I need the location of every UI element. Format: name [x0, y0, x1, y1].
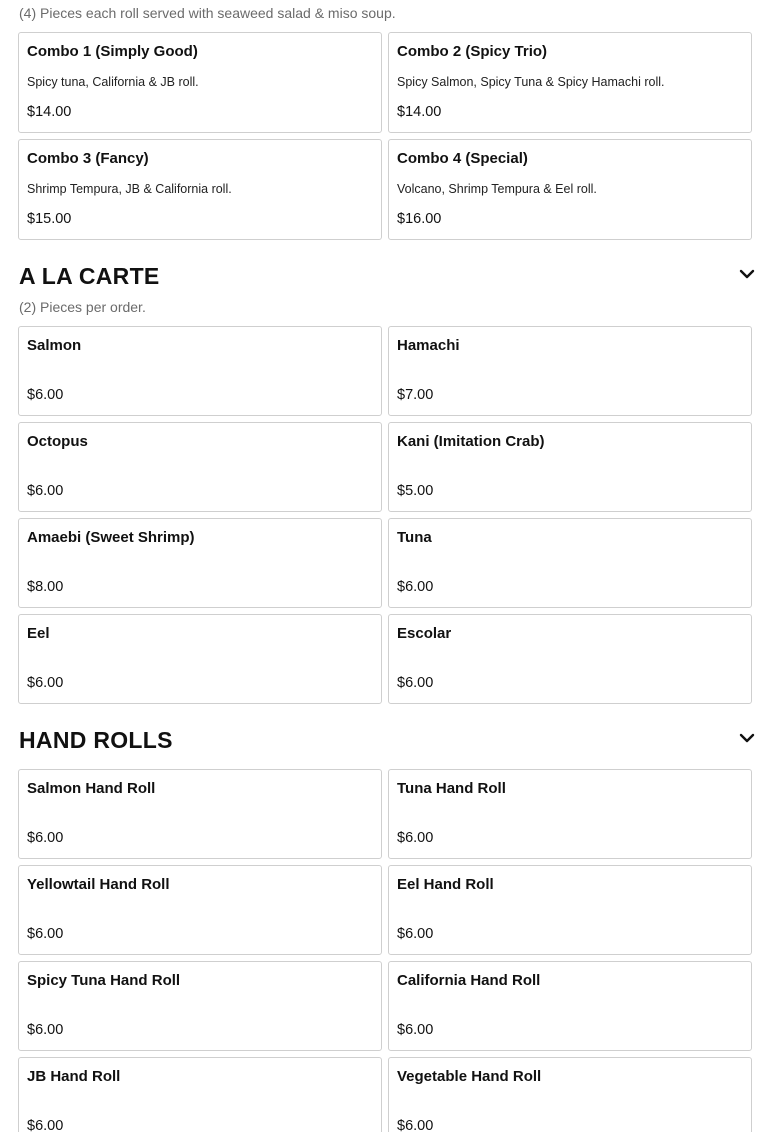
menu-item-card[interactable]: [18, 139, 382, 240]
menu-item-price: $6.00: [397, 1022, 434, 1038]
menu-item-card[interactable]: [388, 32, 752, 133]
menu-item-price: $15.00: [27, 211, 72, 227]
menu-item-price: $14.00: [27, 104, 72, 120]
hand-rolls-title: HAND ROLLS: [19, 727, 173, 753]
menu-item-card[interactable]: [388, 614, 752, 704]
menu-item-name: Salmon Hand Roll: [27, 780, 156, 797]
menu-item-price: $6.00: [27, 1118, 64, 1132]
menu-item-card[interactable]: [388, 865, 752, 955]
menu-item-name: Tuna Hand Roll: [397, 780, 506, 797]
menu-item-price: $6.00: [397, 675, 434, 691]
hand-rolls-section-header[interactable]: [19, 724, 755, 756]
menu-item-card[interactable]: [388, 1057, 752, 1132]
menu-item-name: Vegetable Hand Roll: [397, 1068, 542, 1085]
menu-item-name: Combo 4 (Special): [397, 150, 528, 167]
chevron-down-icon[interactable]: [739, 731, 755, 745]
a-la-carte-title: A LA CARTE: [19, 263, 160, 289]
menu-item-name: Amaebi (Sweet Shrimp): [27, 529, 195, 546]
menu-item-card[interactable]: [388, 518, 752, 608]
menu-item-price: $6.00: [27, 1022, 64, 1038]
menu-item-price: $6.00: [27, 830, 64, 846]
a-la-carte-description: (2) Pieces per order.: [19, 299, 146, 315]
menu-item-card[interactable]: [388, 422, 752, 512]
menu-item-name: Tuna: [397, 529, 432, 546]
menu-item-card[interactable]: [18, 865, 382, 955]
menu-item-description: Spicy Salmon, Spicy Tuna & Spicy Hamachi roll.: [397, 75, 665, 89]
menu-item-card[interactable]: [18, 1057, 382, 1132]
menu-item-name: Combo 3 (Fancy): [27, 150, 149, 167]
combos-description: (4) Pieces each roll served with seaweed salad & miso soup.: [19, 5, 396, 21]
menu-item-card[interactable]: [18, 518, 382, 608]
menu-item-name: JB Hand Roll: [27, 1068, 121, 1085]
menu-item-description: Volcano, Shrimp Tempura & Eel roll.: [397, 182, 597, 196]
menu-item-card[interactable]: [388, 961, 752, 1051]
menu-item-name: Kani (Imitation Crab): [397, 433, 545, 450]
menu-item-price: $6.00: [27, 926, 64, 942]
menu-item-price: $6.00: [397, 830, 434, 846]
menu-item-price: $5.00: [397, 483, 434, 499]
menu-item-card[interactable]: [388, 326, 752, 416]
menu-item-card[interactable]: [18, 614, 382, 704]
menu-item-price: $16.00: [397, 211, 442, 227]
menu-item-price: $6.00: [397, 926, 434, 942]
menu-item-card[interactable]: [18, 769, 382, 859]
menu-item-card[interactable]: [18, 326, 382, 416]
menu-item-name: Eel: [27, 625, 50, 642]
menu-item-name: Hamachi: [397, 337, 460, 354]
menu-item-name: Octopus: [27, 433, 88, 450]
menu-item-description: Spicy tuna, California & JB roll.: [27, 75, 199, 89]
menu-item-name: California Hand Roll: [397, 972, 541, 989]
menu-item-name: Spicy Tuna Hand Roll: [27, 972, 181, 989]
menu-item-name: Yellowtail Hand Roll: [27, 876, 170, 893]
menu-item-card[interactable]: [18, 422, 382, 512]
menu-item-name: Combo 1 (Simply Good): [27, 43, 198, 60]
menu-item-card[interactable]: [18, 961, 382, 1051]
menu-item-name: Eel Hand Roll: [397, 876, 494, 893]
menu-item-price: $14.00: [397, 104, 442, 120]
menu-item-card[interactable]: [18, 32, 382, 133]
menu-item-card[interactable]: [388, 139, 752, 240]
chevron-down-icon[interactable]: [739, 267, 755, 281]
menu-item-price: $6.00: [397, 579, 434, 595]
a-la-carte-section-header[interactable]: [19, 260, 755, 292]
menu-item-price: $6.00: [27, 675, 64, 691]
menu-item-name: Combo 2 (Spicy Trio): [397, 43, 548, 60]
menu-item-price: $6.00: [397, 1118, 434, 1132]
menu-item-price: $6.00: [27, 387, 64, 403]
menu-item-card[interactable]: [388, 769, 752, 859]
menu-item-name: Salmon: [27, 337, 82, 354]
menu-item-price: $8.00: [27, 579, 64, 595]
menu-item-price: $7.00: [397, 387, 434, 403]
menu-item-name: Escolar: [397, 625, 452, 642]
menu-item-description: Shrimp Tempura, JB & California roll.: [27, 182, 232, 196]
menu-item-price: $6.00: [27, 483, 64, 499]
